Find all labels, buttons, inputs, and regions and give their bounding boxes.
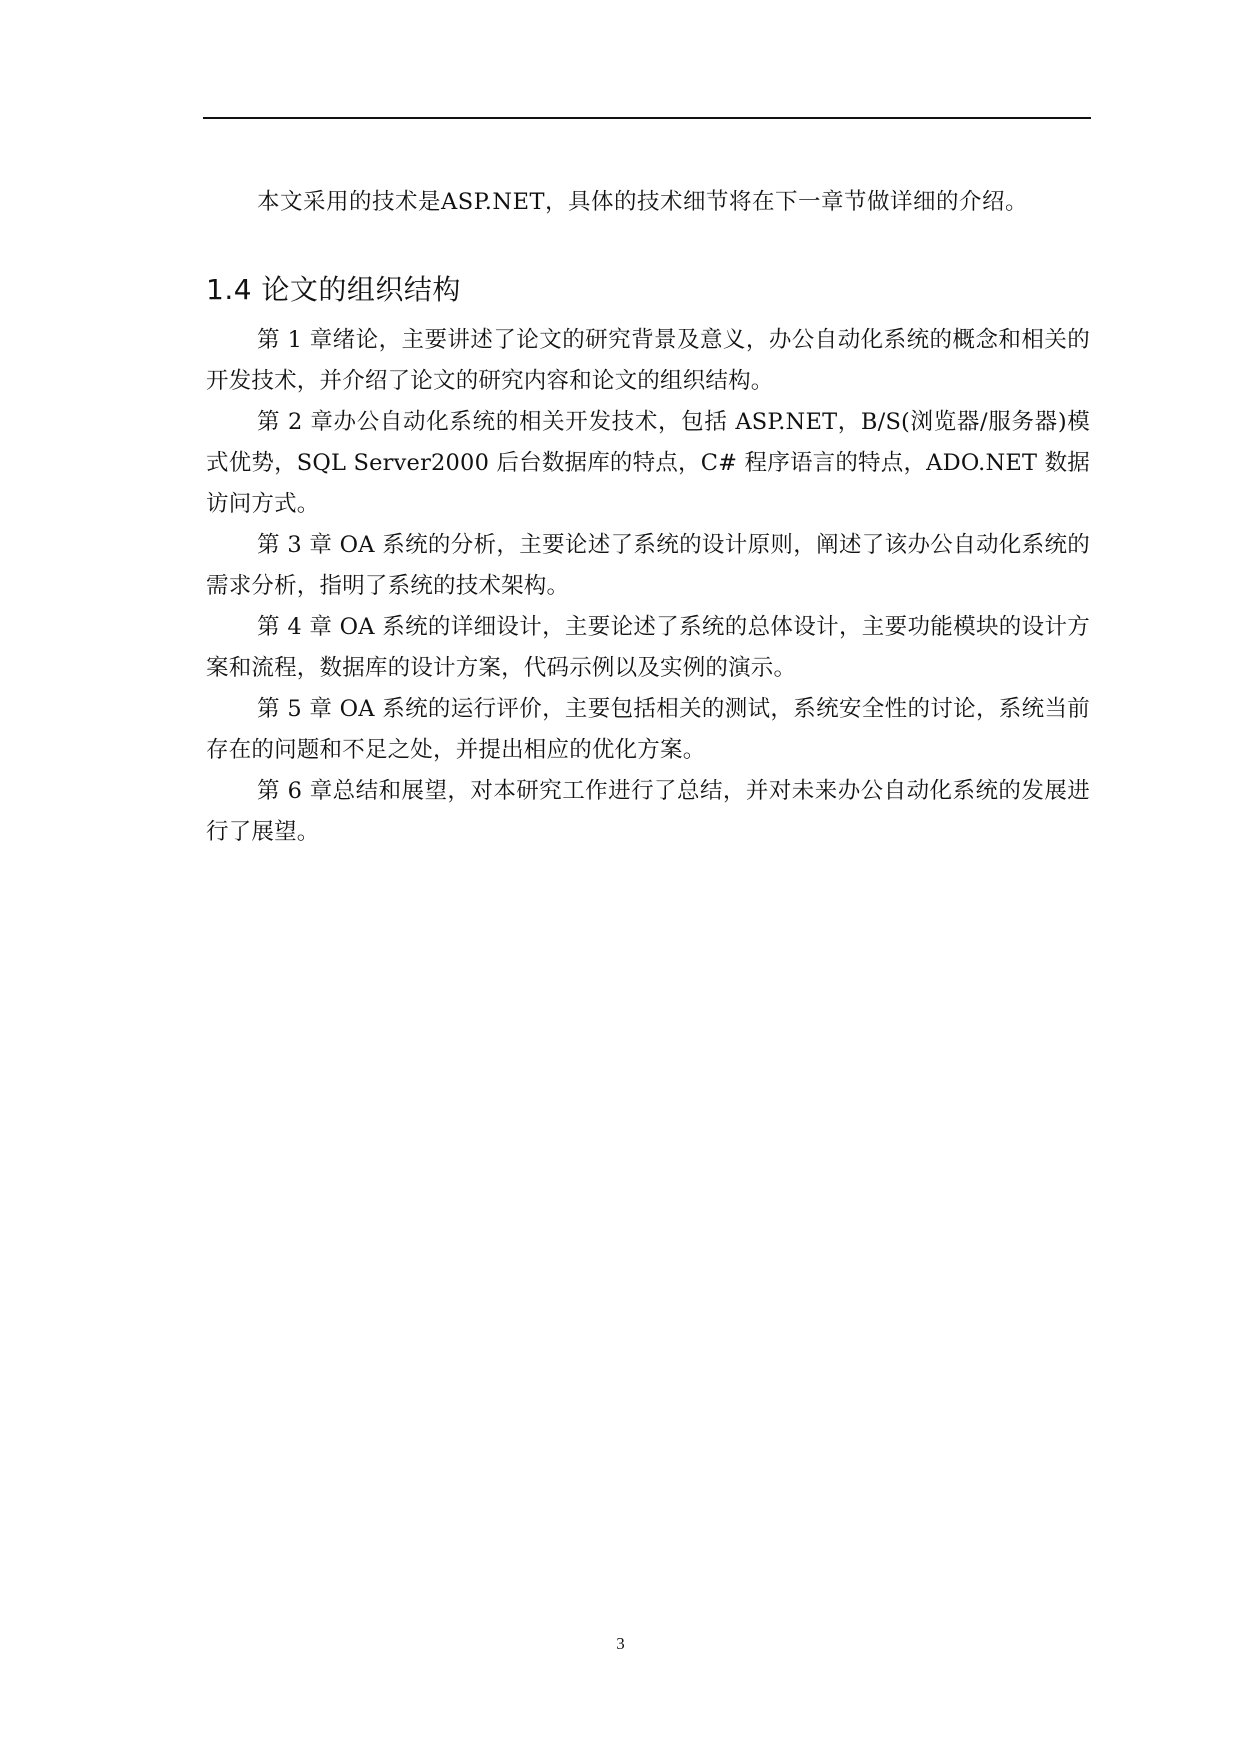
section-heading: 1.4 论文的组织结构 [206,273,461,306]
chapter-5-paragraph: 第 5 章 OA 系统的运行评价，主要包括相关的测试，系统安全性的讨论，系统当前存在的问题和不足之处，并提出相应的优化方案。 [206,696,1090,763]
chapter-1-paragraph: 第 1 章绪论，主要讲述了论文的研究背景及意义，办公自动化系统的概念和相关的开发技术，并介绍了论文的研究内容和论文的组织结构。 [206,327,1090,394]
header-rule [203,117,1091,119]
chapter-4-paragraph: 第 4 章 OA 系统的详细设计，主要论述了系统的总体设计，主要功能模块的设计方案和流程，数据库的设计方案，代码示例以及实例的演示。 [206,614,1090,681]
page-number: 3 [616,1634,625,1653]
chapter-2-paragraph: 第 2 章办公自动化系统的相关开发技术，包括 ASP.NET，B/S(浏览器/服务器)模式优势，SQL Server2000 后台数据库的特点，C# 程序语言的特点，ADO.NET 数据访问方式。 [206,409,1090,517]
page-content [206,182,1090,853]
chapter-3-paragraph: 第 3 章 OA 系统的分析，主要论述了系统的设计原则，阐述了该办公自动化系统的需求分析，指明了系统的技术架构。 [206,532,1090,599]
chapter-6-paragraph: 第 6 章总结和展望，对本研究工作进行了总结，并对未来办公自动化系统的发展进行了展望。 [206,778,1090,845]
intro-paragraph: 本文采用的技术是ASP.NET，具体的技术细节将在下一章节做详细的介绍。 [257,189,1029,215]
